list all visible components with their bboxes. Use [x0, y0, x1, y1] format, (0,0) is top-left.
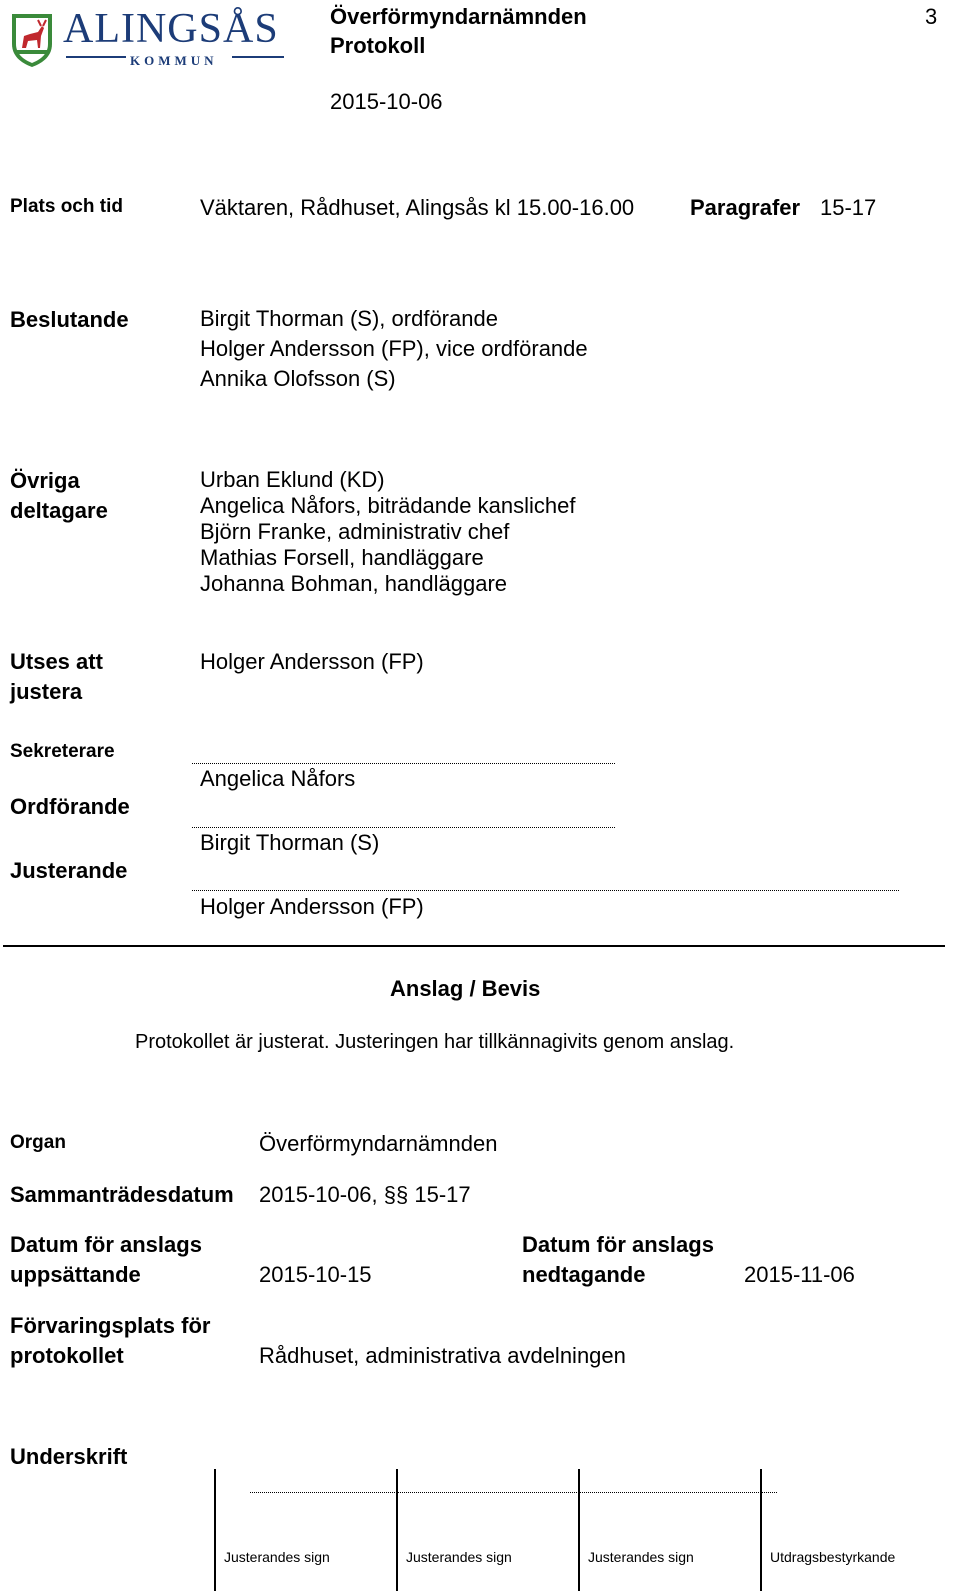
header-date: 2015-10-06: [330, 89, 443, 114]
chair-name: Birgit Thorman (S): [200, 830, 380, 855]
section-divider: [3, 945, 945, 947]
notice-text: Protokollet är justerat. Justeringen har tillkännagivits genom anslag.: [135, 1031, 735, 1053]
logo-rule-right: [232, 56, 284, 58]
secretary-label: Sekreterare: [10, 741, 115, 762]
adjuster-value: Holger Andersson (FP): [200, 649, 424, 674]
label-line: nedtagande: [522, 1262, 646, 1287]
signature-label: Underskrift: [10, 1444, 128, 1469]
secretary-name: Angelica Nåfors: [200, 766, 356, 791]
organ-label: Organ: [10, 1132, 66, 1153]
alingsas-logo: [10, 8, 285, 70]
adjuster-name: Holger Andersson (FP): [200, 894, 424, 919]
removed-date-label: [522, 1230, 714, 1290]
chair-signature-line: [192, 827, 615, 828]
removed-date-value: 2015-11-06: [744, 1262, 855, 1287]
decision-maker: Annika Olofsson (S): [200, 366, 396, 391]
signature-column-caption: Utdragsbestyrkande: [770, 1549, 896, 1565]
coat-of-arms-icon: [10, 10, 54, 68]
signature-column-caption: Justerandes sign: [588, 1549, 694, 1565]
label-line: justera: [10, 679, 83, 704]
decision-makers-label: Beslutande: [10, 307, 129, 332]
decision-maker: Birgit Thorman (S), ordförande: [200, 306, 498, 331]
signature-column-divider: [396, 1469, 398, 1591]
place-value: Väktaren, Rådhuset, Alingsås kl 15.00-16.00: [200, 195, 635, 220]
participant: Urban Eklund (KD): [200, 467, 385, 492]
storage-value: Rådhuset, administrativa avdelningen: [259, 1343, 626, 1368]
signature-column-caption: Justerandes sign: [406, 1549, 512, 1565]
signature-column-divider: [760, 1469, 762, 1591]
label-line: Datum för anslags: [10, 1232, 202, 1257]
adjuster-signature-line: [192, 890, 899, 891]
participant: Johanna Bohman, handläggare: [200, 571, 508, 596]
paragraphs-label: Paragrafer: [690, 195, 801, 220]
adjuster-sign-label: Justerande: [10, 858, 128, 883]
participant: Mathias Forsell, handläggare: [200, 545, 484, 570]
doc-type: Protokoll: [330, 33, 426, 58]
label-line: Förvaringsplats för: [10, 1313, 211, 1338]
label-line: protokollet: [10, 1343, 124, 1368]
posted-date-value: 2015-10-15: [259, 1262, 372, 1287]
signature-column-divider: [214, 1469, 216, 1591]
place-label: Plats och tid: [10, 196, 123, 217]
meeting-date-value: 2015-10-06, §§ 15-17: [259, 1182, 471, 1207]
decision-maker: Holger Andersson (FP), vice ordförande: [200, 336, 588, 361]
participant: Björn Franke, administrativ chef: [200, 519, 510, 544]
participant: Angelica Nåfors, biträdande kanslichef: [200, 493, 576, 518]
signature-dotted-line: [250, 1492, 777, 1493]
meeting-date-label: Sammanträdesdatum: [10, 1182, 234, 1207]
notice-title: Anslag / Bevis: [390, 976, 541, 1001]
secretary-signature-line: [192, 763, 615, 764]
decision-makers-list: [200, 304, 588, 394]
chair-label: Ordförande: [10, 794, 130, 819]
other-participants-list: [200, 467, 575, 597]
other-participants-label: [10, 466, 108, 526]
logo-subtitle: KOMMUN: [130, 53, 218, 68]
signature-column-divider: [578, 1469, 580, 1591]
page-number: 3: [925, 4, 938, 29]
storage-label: [10, 1311, 210, 1371]
logo-rule-left: [66, 56, 126, 58]
adjuster-label: [10, 647, 103, 707]
label-line: Övriga: [10, 468, 80, 493]
signature-column-caption: Justerandes sign: [224, 1549, 330, 1565]
paragraphs-value: 15-17: [820, 195, 877, 220]
organ-value: Överförmyndarnämnden: [259, 1131, 498, 1156]
logo-wordmark: ALINGSÅS: [63, 6, 279, 52]
label-line: Datum för anslags: [522, 1232, 714, 1257]
label-line: Utses att: [10, 649, 103, 674]
posted-date-label: [10, 1230, 202, 1290]
committee-title: Överförmyndarnämnden: [330, 4, 587, 29]
label-line: uppsättande: [10, 1262, 141, 1287]
label-line: deltagare: [10, 498, 108, 523]
